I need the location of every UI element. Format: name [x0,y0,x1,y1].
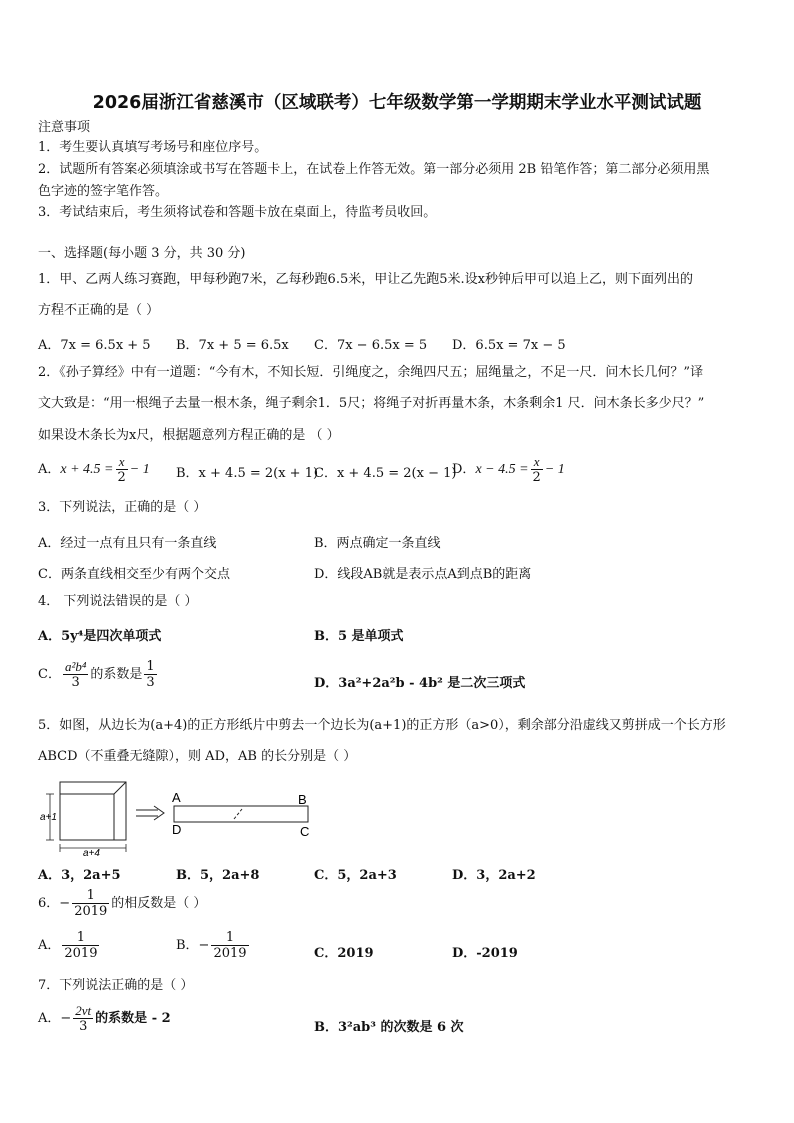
label-c: C [300,824,310,839]
q2-line2: 文大致是：“用一根绳子去量一根木条，绳子剩余1．5尺；将绳子对折再量木条，木条剩余1 尺．问木条长多少尺？” [38,396,705,411]
q2-option-d-label: D． [452,462,476,477]
q4-stem: 4． 下列说法错误的是（ ） [38,594,198,609]
q7-option-a[interactable]: A．− $\frac{2vt}{3}$ 的系数是 - 2 [38,1003,171,1034]
q3-stem: 3．下列说法，正确的是（ ） [38,500,207,515]
q3-option-b[interactable]: B．两点确定一条直线 [314,536,441,551]
q1-line1: 1．甲、乙两人练习赛跑，甲每秒跑7米，乙每秒跑6.5米，甲让乙先跑5米.设x秒钟后甲可以追上乙，则下面列出的 [38,272,693,287]
side-label: a+1 [40,812,57,823]
q6-option-d[interactable]: D．-2019 [452,946,518,961]
q2-option-c[interactable]: C．x + 4.5 = 2(x − 1) [314,466,457,481]
q7-stem: 7．下列说法正确的是（ ） [38,978,194,993]
page-title: 2026届浙江省慈溪市（区域联考）七年级数学第一学期期末学业水平测试试题 [92,93,702,113]
q2-option-d-left: x − 4.5 = [475,462,529,477]
q2-option-d-right: − 1 [544,462,565,477]
label-b: B [298,792,307,807]
rectangle-abcd [174,806,308,822]
q5-option-d[interactable]: D．3，2a+2 [452,868,536,883]
label-a: A [172,790,181,805]
q3-option-d[interactable]: D．线段AB就是表示点A到点B的距离 [314,567,532,582]
q5-option-c[interactable]: C．5，2a+3 [314,868,397,883]
q3-option-c[interactable]: C．两条直线相交至少有两个交点 [38,567,230,582]
q5-option-a[interactable]: A．3，2a+5 [38,868,121,883]
q4-option-c[interactable] [38,659,159,690]
q1-option-c[interactable]: C．7x − 6.5x = 5 [314,338,428,353]
bottom-label: a+4 [83,848,100,858]
q5-line1: 5．如图，从边长为(a+4)的正方形纸片中剪去一个边长为(a+1)的正方形（a>0），剩余部分沿虚线又剪拼成一个长方形 [38,718,726,733]
q4-option-d[interactable]: D．3a²+2a²b - 4b² 是二次三项式 [314,676,526,691]
q4-option-c-label: C． [38,667,61,682]
q6-stem: 6．− $\frac{1}{2019}$ 的相反数是（ ） [38,888,207,919]
q2-option-a-label: A． [38,462,61,477]
q6-option-a[interactable]: A． $\frac{1}{2019}$ [38,930,98,961]
q2-option-d-fraction: $\frac{x}{2}$ [532,454,541,485]
q4-option-c-fraction: $\frac{\text{a²b⁴}}{3}$ [64,659,87,690]
label-d: D [172,822,182,837]
notice-item-1: 1．考生要认真填写考场号和座位序号。 [38,140,268,155]
q2-option-a[interactable] [38,454,150,485]
q5-line2: ABCD（不重叠无缝隙），则 AD，AB 的长分别是（ ） [38,749,357,764]
q5-option-b[interactable]: B．5，2a+8 [176,868,260,883]
section-heading: 一、选择题(每小题 3 分，共 30 分) [38,246,246,261]
q6-option-b[interactable]: B．− $\frac{1}{2019}$ [176,930,247,961]
notice-heading: 注意事项 [38,120,91,135]
q2-option-a-fraction: $\frac{x}{2}$ [117,454,126,485]
inner-square [60,794,114,840]
q4-option-c-fraction2: $\frac{1}{3}$ [146,659,155,690]
q4-option-c-text: 的系数是 [90,667,143,682]
q6-option-c[interactable]: C．2019 [314,946,374,961]
q1-option-b[interactable]: B．7x + 5 = 6.5x [176,338,289,353]
q4-option-b[interactable]: B．5 是单项式 [314,629,404,644]
q2-line3: 如果设木条长为x尺，根据题意列方程正确的是 （ ） [38,428,340,443]
q5-figure [38,776,328,858]
q2-option-b[interactable]: B．x + 4.5 = 2(x + 1) [176,466,319,481]
q1-line2: 方程不正确的是（ ） [38,303,160,318]
q2-option-a-left: x + 4.5 = [60,462,114,477]
notice-item-3: 3．考试结束后，考生须将试卷和答题卡放在桌面上，待监考员收回。 [38,205,437,220]
outer-square [60,782,126,840]
q1-option-a[interactable]: A．7x = 6.5x + 5 [38,338,151,353]
notice-item-2: 2．试题所有答案必须填涂或书写在答题卡上，在试卷上作答无效。第一部分必须用 2B 铅笔作答；第二部分必须用黑 [38,162,710,177]
q3-option-a[interactable]: A．经过一点有且只有一条直线 [38,536,217,551]
notice-item-2-cont: 色字迹的签字笔作答。 [38,184,169,199]
q2-option-d[interactable] [452,454,565,485]
q1-option-d[interactable]: D．6.5x = 7x − 5 [452,338,566,353]
q4-option-a[interactable]: A．5y⁴是四次单项式 [38,629,162,644]
q2-line1: 2．《孙子算经》中有一道题：“今有木，不知长短．引绳度之，余绳四尺五；屈绳量之，不足一尺．问木长几何？”译 [38,365,704,380]
arrow [136,806,164,820]
q2-option-a-right: − 1 [129,462,150,477]
q7-option-b[interactable]: B．3²ab³ 的次数是 6 次 [314,1020,464,1035]
